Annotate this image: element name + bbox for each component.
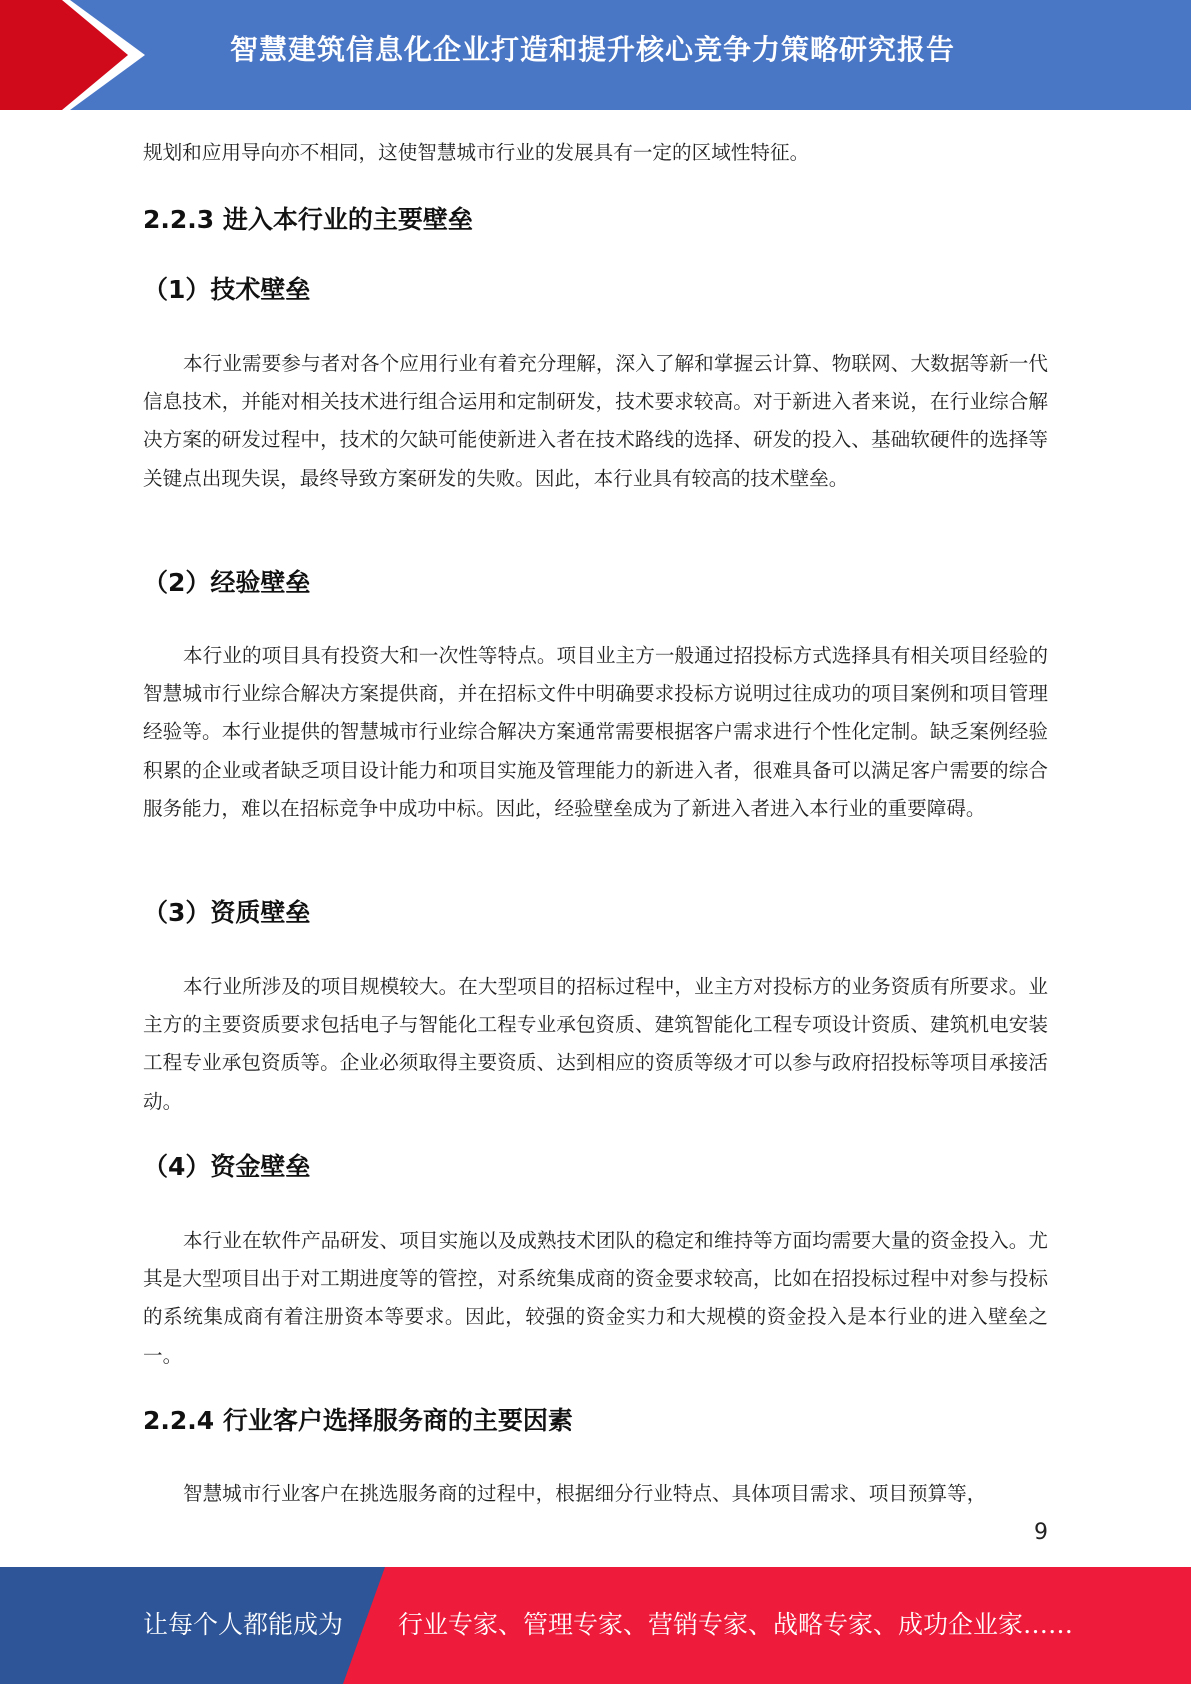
paragraph-technical-barrier: 本行业需要参与者对各个应用行业有着充分理解，深入了解和掌握云计算、物联网、大数据等新一代信息技术，并能对相关技术进行组合运用和定制研发，技术要求较高。对于新进入者来说，在行业综合解决方案的研发过程中，技术的欠缺可能使新进入者在技术路线的选择、研发的投入、基础软硬件的选择等关键点出现失误，最终导致方案研发的失败。因此，本行业具有较高的技术壁垒。 [143,352,1048,490]
subheading-qualification-barrier: （3）资质壁垒 [143,898,311,927]
intro-paragraph: 规划和应用导向亦不相同，这使智慧城市行业的发展具有一定的区域性特征。 [143,141,810,164]
footer-slogan-right: 行业专家、管理专家、营销专家、战略专家、成功企业家…… [398,1610,1074,1639]
section-heading-2-2-3: 2.2.3 进入本行业的主要壁垒 [143,205,473,234]
paragraph-customer-selection: 智慧城市行业客户在挑选服务商的过程中，根据细分行业特点、具体项目需求、项目预算等， [183,1482,987,1505]
paragraph-qualification-barrier: 本行业所涉及的项目规模较大。在大型项目的招标过程中，业主方对投标方的业务资质有所要求。业主方的主要资质要求包括电子与智能化工程专业承包资质、建筑智能化工程专项设计资质、建筑机电安装工程专业承包资质等。企业必须取得主要资质、达到相应的资质等级才可以参与政府招投标等项目承接活动。 [143,975,1048,1113]
paragraph-capital-barrier: 本行业在软件产品研发、项目实施以及成熟技术团队的稳定和维持等方面均需要大量的资金投入。尤其是大型项目出于对工期进度等的管控，对系统集成商的资金要求较高，比如在招投标过程中对参与投标的系统集成商有着注册资本等要求。因此，较强的资金实力和大规模的资金投入是本行业的进入壁垒之一。 [143,1229,1048,1367]
footer-slogan-left: 让每个人都能成为 [143,1610,344,1639]
report-title: 智慧建筑信息化企业打造和提升核心竞争力策略研究报告 [230,33,956,66]
paragraph-experience-barrier: 本行业的项目具有投资大和一次性等特点。项目业主方一般通过招投标方式选择具有相关项目经验的智慧城市行业综合解决方案提供商，并在招标文件中明确要求投标方说明过往成功的项目案例和项目管理经验等。本行业提供的智慧城市行业综合解决方案通常需要根据客户需求进行个性化定制。缺乏案例经验积累的企业或者缺乏项目设计能力和项目实施及管理能力的新进入者，很难具备可以满足客户需要的综合服务能力，难以在招标竞争中成功中标。因此，经验壁垒成为了新进入者进入本行业的重要障碍。 [143,644,1048,820]
page-footer [0,1567,1191,1684]
page-number: 9 [1034,1520,1048,1545]
section-heading-2-2-4: 2.2.4 行业客户选择服务商的主要因素 [143,1406,573,1435]
subheading-capital-barrier: （4）资金壁垒 [143,1152,311,1181]
page-header [0,0,1191,110]
subheading-technical-barrier: （1）技术壁垒 [143,275,311,304]
subheading-experience-barrier: （2）经验壁垒 [143,568,311,597]
